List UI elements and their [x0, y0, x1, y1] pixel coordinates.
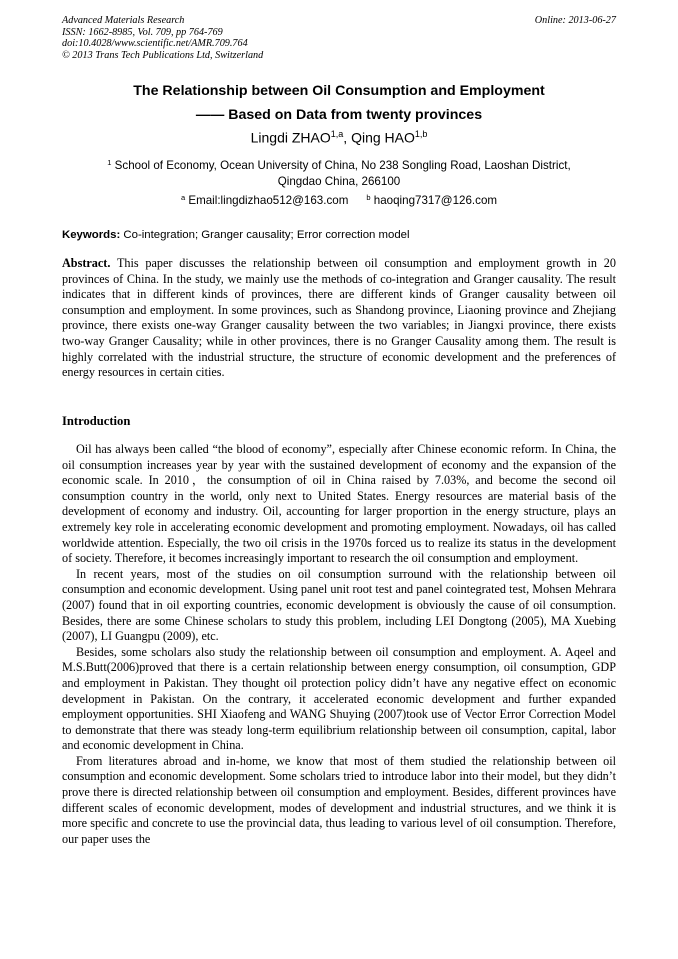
emails [62, 193, 616, 207]
email-a: Email:lingdizhao512@163.com [185, 194, 349, 207]
author-2-name: Qing HAO [351, 129, 415, 146]
abstract-label: Abstract. [62, 256, 111, 270]
affiliation [62, 155, 616, 189]
author-separator: , [343, 129, 352, 146]
authors [62, 129, 616, 146]
paper-title-line2: —— Based on Data from twenty provinces [195, 107, 483, 123]
journal-header [62, 15, 263, 61]
author-1-name: Lingdi ZHAO [250, 129, 331, 146]
affiliation-sup: 1 [107, 158, 112, 167]
keywords-text: Co-integration; Granger causality; Error correction model [120, 229, 410, 241]
copyright-line: © 2013 Trans Tech Publications Ltd, Switzerland [62, 49, 264, 61]
keywords-label: Keywords: [62, 229, 121, 241]
keywords [62, 229, 616, 241]
abstract [62, 256, 616, 381]
section-heading-introduction: Introduction [62, 414, 131, 428]
paragraph: Besides, some scholars also study the relationship between oil consumption and employment. A. Aqeel and M.S.Butt(2006)proved that there is a certain relationship between energy consumption, oil consumption, GDP and employment in Pakistan. They thought oil protection policy didn’t have any negative effect on economic development in Pakistan. On the contrary, it accelerated economic development and further expanded employment opportunities. SHI Xiaofeng and WANG Shuying (2007)took use of Vector Error Correction Model to demonstrate that there was steady long-term equilibrium relationship between oil consumption, capital, labor and economic development in China. [62, 644, 616, 753]
paragraph: In recent years, most of the studies on oil consumption surround with the relationship between oil consumption and economic development. Using panel unit root test and panel cointegrated test, Mohsen Mehrara (2007) found that in oil exporting countries, economic development is obviously the cause of oil consumption. Besides, there are some Chinese scholars to study this problem, including LEI Dongtong (2005), MA Xuebing (2007), LI Guangpu (2009), etc. [62, 566, 616, 644]
email-b: haoqing7317@126.com [370, 194, 498, 207]
introduction-body [62, 442, 616, 847]
abstract-text: This paper discusses the relationship between oil consumption and employment growth in 20 provinces of China. In the study, we mainly use the methods of co-integration and Granger causality. The result indicates that in different kinds of provinces, there are different kinds of Granger causality between oil consumption and employment. In some provinces, such as Shandong province, Liaoning province and Zhejiang province, there exists one-way Granger causality between the two variables; in Jiangxi province, there exists two-way Granger Causality; while in other provinces, there is no Granger Causality among them. The result is highly correlated with the industrial structure, the structure of economic development and the preferences of energy resources in certain cities. [62, 256, 616, 380]
online-date: Online: 2013-06-27 [534, 15, 616, 26]
paragraph: From literatures abroad and in-home, we know that most of them studied the relationship between oil consumption and economic development. Some scholars tried to introduce labor into their model, but they didn’t prove there is directed relationship between oil consumption and employment. Besides, different provinces have different scales of economic development, modes of development and industrial structures, and we think it is more specific and concrete to use the provincial data, thus leading to various level of oil consumption. Therefore, our paper uses the [62, 753, 616, 846]
email-a-sup: a [180, 193, 186, 202]
issn-line: ISSN: 1662-8985, Vol. 709, pp 764-769 [62, 26, 223, 38]
paragraph: Oil has always been called “the blood of economy”, especially after Chinese economic reform. In China, the oil consumption increases year by year with the sustained development of economy and the expansion of the economic scale. In 2010，the consumption of oil in China raised by 7.03%, and become the second oil consumption country in the world, only next to United States. Energy resources are material basis of the development of economy and industry. Oil, accounting for larger proportion in the energy structure, plays an extremely key role in accelerating economic development and promoting employment. Nowadays, oil has called worldwide attention. Especially, the two oil crisis in the 1970s forced us to realize its status in the development of society. Therefore, it becomes increasingly important to research the oil consumption and employment. [62, 442, 616, 566]
affiliation-line2: Qingdao China, 266100 [277, 174, 401, 188]
paper-title-line1: The Relationship between Oil Consumption and Employment [133, 83, 545, 99]
doi-line: doi:10.4028/www.scientific.net/AMR.709.764 [62, 38, 248, 50]
email-b-sup: b [366, 193, 371, 202]
journal-name: Advanced Materials Research [62, 15, 185, 26]
affiliation-line1: School of Economy, Ocean University of China, No 238 Songling Road, Laoshan District, [111, 159, 571, 172]
author-1-sup: 1,a [330, 129, 344, 139]
author-2-sup: 1,b [414, 129, 428, 139]
